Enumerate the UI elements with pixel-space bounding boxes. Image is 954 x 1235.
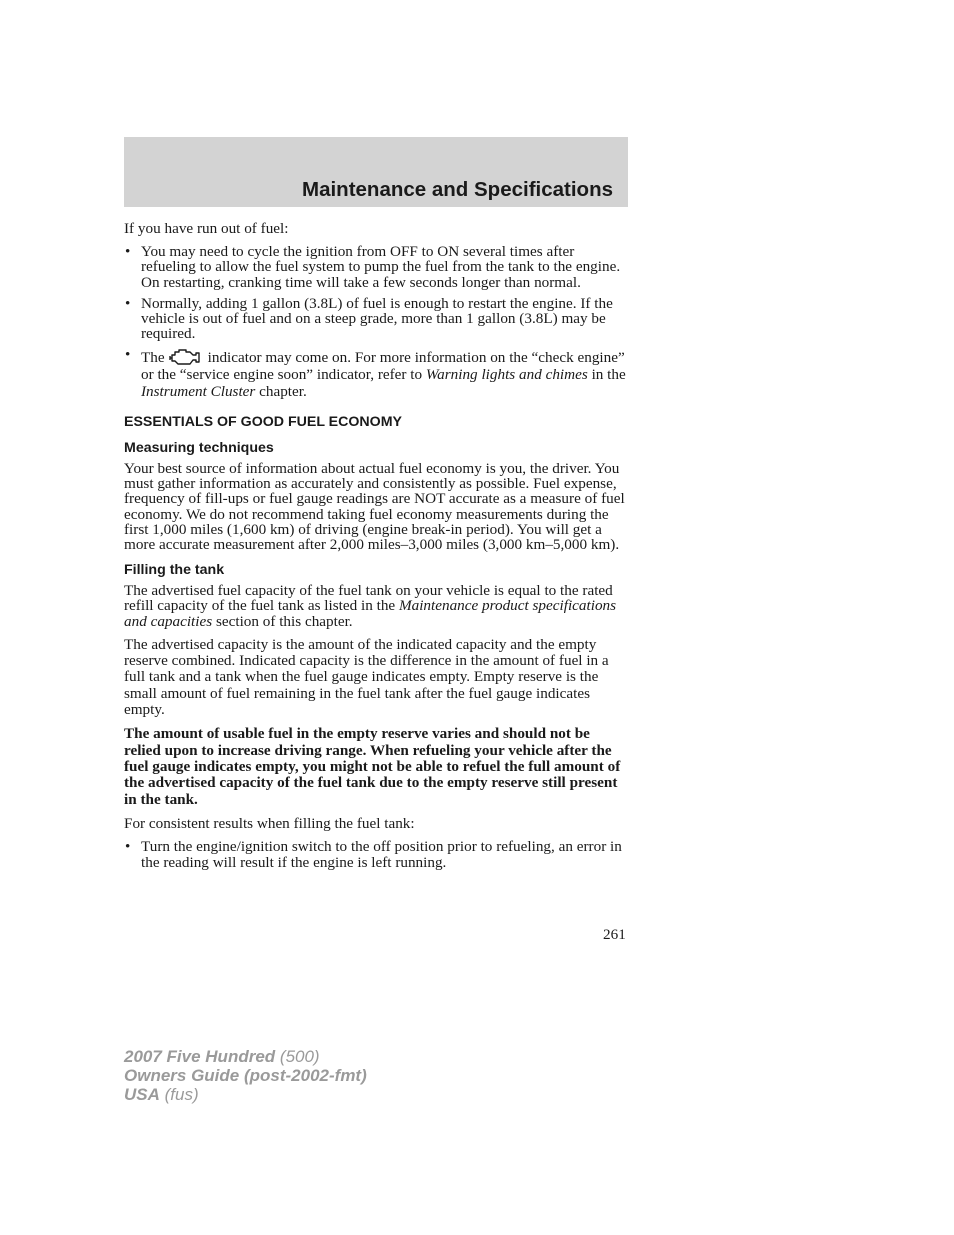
bullet-icon: • (125, 346, 131, 364)
subsection-heading: Filling the tank (124, 562, 225, 579)
intro-text: If you have run out of fuel: (124, 220, 289, 237)
page-title: Maintenance and Specifications (302, 178, 613, 201)
footer (124, 1047, 367, 1104)
page-content (124, 221, 630, 878)
measuring-body: Your best source of information about actual fuel economy is you, the driver. You must gather information as accurately and consistently as possible. Fuel expense, frequency of fill-ups or fuel gauge readings are NOT accurate as a measure of fuel economy. We do not recommend taking fuel economy measurements during the first 1,000 miles (1,600 km) of driving (engine break-in period). You will get a more accurate measurement after 2,000 miles–3,000 miles (3,000 km–5,000 km). (124, 460, 625, 554)
footer-line-model: 2007 Five Hundred (500) (124, 1047, 320, 1066)
list-item (124, 296, 630, 342)
bullet-icon: • (125, 838, 131, 856)
subsection-heading: Measuring techniques (124, 440, 274, 457)
filling-paragraph-3: For consistent results when filling the fuel tank: (124, 814, 415, 832)
footer-line-guide: Owners Guide (post-2002-fmt) (124, 1066, 367, 1085)
list-item (124, 244, 630, 290)
page-number: 261 (603, 926, 626, 943)
warning-paragraph: The amount of usable fuel in the empty reserve varies and should not be relied upon to increase driving range. When refueling your vehicle after the fuel gauge indicates empty, you might not be able to refuel the full amount of the advertised capacity of the fuel tank due to the empty reserve still present in the tank. (124, 725, 621, 808)
bullet-text: You may need to cycle the ignition from OFF to ON several times after refueling to allow the fuel system to pump the fuel from the tank to the engine. On restarting, cranking time will take a few seconds longer than normal. (141, 243, 621, 291)
bullet-text: Normally, adding 1 gallon (3.8L) of fuel is enough to restart the engine. If the vehicle is out of fuel and on a steep grade, more than 1 gallon (3.8L) may be required. (141, 294, 613, 343)
footer-line-region: USA (fus) (124, 1085, 199, 1104)
filling-paragraph-1: The advertised fuel capacity of the fuel tank on your vehicle is equal to the rated refill capacity of the fuel tank as listed in the Maintenance product specifications and capacities section of this chapter. (124, 582, 617, 630)
bullet-icon: • (125, 294, 131, 312)
bullet-text: Turn the engine/ignition switch to the off position prior to refueling, an error in the reading will result if the engine is left running. (141, 838, 622, 872)
section-heading: ESSENTIALS OF GOOD FUEL ECONOMY (124, 414, 402, 431)
header-band (124, 137, 628, 207)
bullet-icon: • (125, 243, 131, 261)
filling-paragraph-2: The advertised capacity is the amount of the indicated capacity and the empty reserve combined. Indicated capacity is the difference in the amount of fuel in a full tank and a tank when the fuel gauge indicates empty. Empty reserve is the small amount of fuel remaining in the fuel tank after the fuel gauge indicates empty. (124, 635, 609, 719)
check-engine-icon (168, 347, 202, 367)
list-item (124, 839, 630, 872)
list-item: • The indicator may come on. For more information on the “check engine” or the “service engine soon” indicator, refer to Warning lights and chimes in the Instrument Cluster chapter. (125, 346, 626, 400)
